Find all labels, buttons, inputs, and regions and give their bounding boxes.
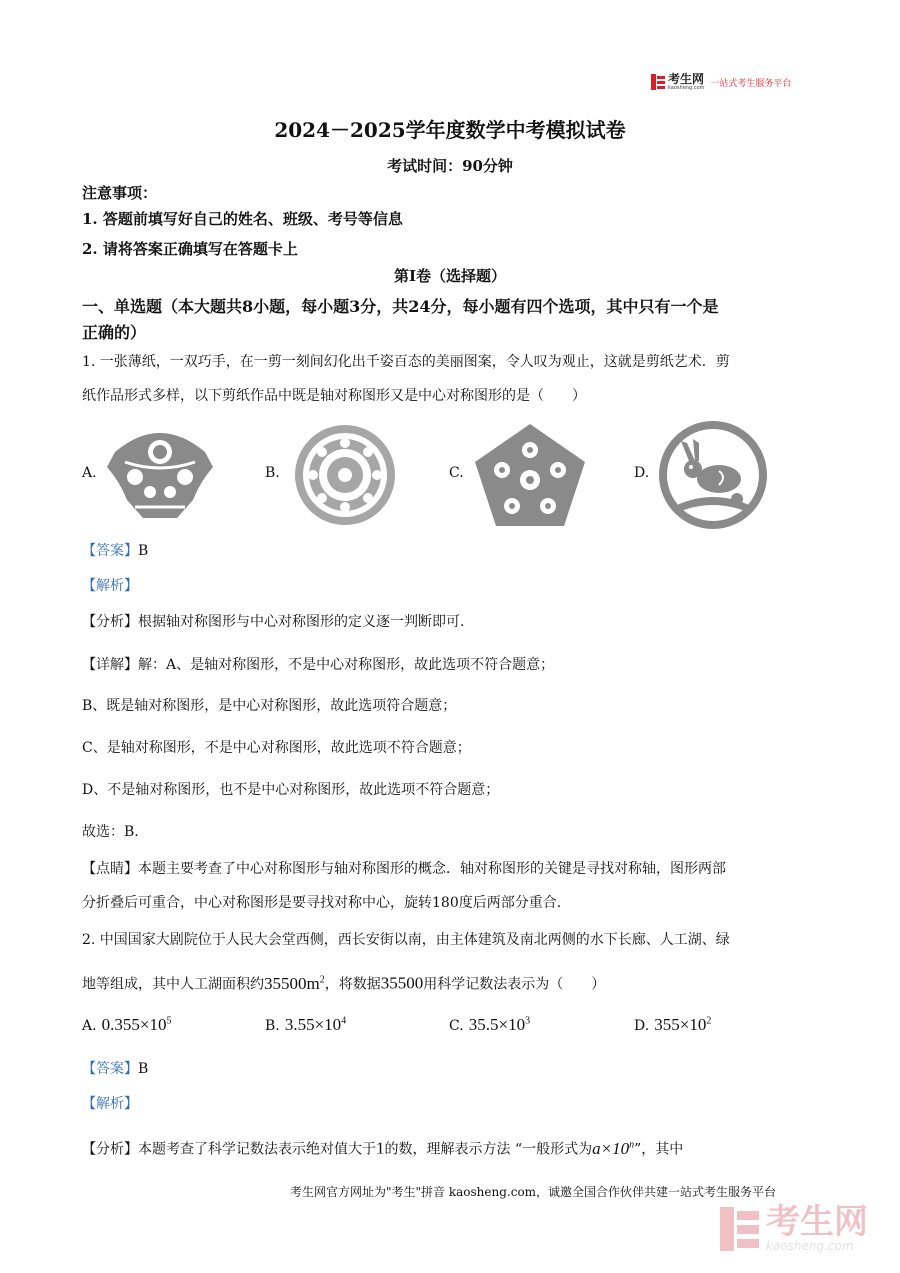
kaosheng-logo-icon (651, 74, 665, 90)
q2-answer-value: B (138, 1061, 149, 1077)
volume-heading: 第I卷（选择题） (393, 267, 507, 285)
logo-slogan: 一站式考生服务平台 (710, 78, 792, 89)
q1-detail-line-b: B、既是轴对称图形，是中心对称图形，故此选项符合题意； (82, 698, 457, 714)
q1-analysis (82, 612, 464, 632)
q2-number: 35500 (380, 973, 424, 993)
q2-stem-text-c: 用科学记数法表示为（ ） (423, 976, 606, 993)
q1-analysis-label: 【分析】 (82, 614, 138, 630)
q1-comment-label: 【点睛】 (82, 861, 138, 877)
q2-option-d: D. $355\times 10^2$ (634, 1015, 712, 1034)
q2-analysis: 【分析】本题考查了科学记数法表示绝对值大于1的数，理解表示方法 “一般形式为$a\times 10^n$”，其中 (82, 1138, 684, 1158)
q2-answer (82, 1059, 148, 1079)
q1-option-b-label: B. (265, 465, 280, 481)
q1-comment-line1 (82, 859, 726, 879)
q2-analysis-tag: 【解析】 (82, 1096, 138, 1112)
q1-option-a-label: A. (82, 465, 97, 481)
logo-name: 考生网 (668, 72, 705, 86)
q1-analysis-tag: 【解析】 (82, 578, 138, 594)
q2-answer-tag: 【答案】 (82, 1061, 138, 1077)
q2-stem-line1: 2. 中国国家大剧院位于人民大会堂西侧，西长安街以南，由主体建筑及南北两侧的水下长廊、人工湖、绿 (82, 932, 730, 948)
q1-option-c-papercut (470, 420, 590, 530)
q2-option-c: C. $35.5\times 10^3$ (449, 1015, 531, 1034)
logo-domain: kaosheng.com (668, 85, 705, 91)
q2-option-b: B. $3.55\times 10^4$ (265, 1015, 347, 1034)
q2-area-value: $35500m^2$ (264, 973, 325, 993)
section-heading-line1: 一、单选题（本大题共8小题，每小题3分，共24分，每小题有四个选项，其中只有一个是 (82, 297, 719, 316)
notes-heading: 注意事项： (82, 184, 158, 202)
q2-stem-text-a: 地等组成，其中人工湖面积约 (82, 976, 264, 993)
section-heading-line2: 正确的） (82, 323, 147, 342)
q1-answer (82, 541, 148, 561)
q1-option-b-papercut (290, 420, 400, 530)
q1-detail-text: 解：A、是轴对称图形，不是中心对称图形，故此选项不符合题意； (138, 657, 555, 673)
q1-option-c-label: C. (449, 465, 464, 481)
q1-option-d-label: D. (634, 465, 650, 481)
notes-item-1: 1. 答题前填写好自己的姓名、班级、考号等信息 (82, 210, 403, 228)
q1-stem-line1: 1. 一张薄纸，一双巧手，在一剪一刻间幻化出千姿百态的美丽图案，令人叹为观止，这就是剪纸艺术．剪 (82, 354, 730, 370)
q2-stem-text-b: ，将数据 (324, 976, 381, 993)
watermark-logo-icon (720, 1207, 760, 1251)
q1-detail-line-d: D、不是轴对称图形，也不是中心对称图形，故此选项不符合题意； (82, 782, 500, 798)
q1-option-d-papercut (657, 419, 769, 531)
q1-analysis-text: 根据轴对称图形与中心对称图形的定义逐一判断即可. (138, 614, 465, 630)
notes-item-2: 2. 请将答案正确填写在答题卡上 (82, 240, 298, 258)
q2-option-a: A. $0.355\times 10^5$ (82, 1015, 172, 1034)
footer-text: 考生网官方网址为"考生"拼音 kaosheng.com，诚邀全国合作伙伴共建一站式考生服务平台 (290, 1185, 777, 1199)
page-title: 2024－2025学年度数学中考模拟试卷 (274, 118, 626, 142)
kaosheng-logo[interactable] (651, 73, 791, 91)
kaosheng-watermark (720, 1202, 868, 1253)
q1-stem-line2: 纸作品形式多样，以下剪纸作品中既是轴对称图形又是中心对称图形的是（ ） (82, 388, 586, 404)
q1-answer-value: B (138, 543, 149, 559)
watermark-domain: kaosheng.com (766, 1239, 854, 1253)
q1-comment-line2: 分折叠后可重合，中心对称图形是要寻找对称中心，旋转180度后两部分重合. (82, 895, 562, 911)
q1-detail (82, 655, 554, 675)
exam-time: 考试时间：90分钟 (387, 157, 513, 175)
q1-choose: 故选：B. (82, 824, 139, 840)
q1-comment-text: 本题主要考查了中心对称图形与轴对称图形的概念．轴对称图形的关键是寻找对称轴，图形两部 (138, 861, 726, 877)
q1-detail-label: 【详解】 (82, 657, 138, 673)
q1-detail-line-c: C、是轴对称图形，不是中心对称图形，故此选项不符合题意； (82, 740, 471, 756)
q1-answer-tag: 【答案】 (82, 543, 138, 559)
watermark-text: 考生网 (766, 1202, 868, 1242)
q2-stem-line2 (82, 970, 605, 995)
q1-option-a-papercut (105, 422, 215, 524)
q2-analysis-label: 【分析】 (82, 1141, 138, 1158)
